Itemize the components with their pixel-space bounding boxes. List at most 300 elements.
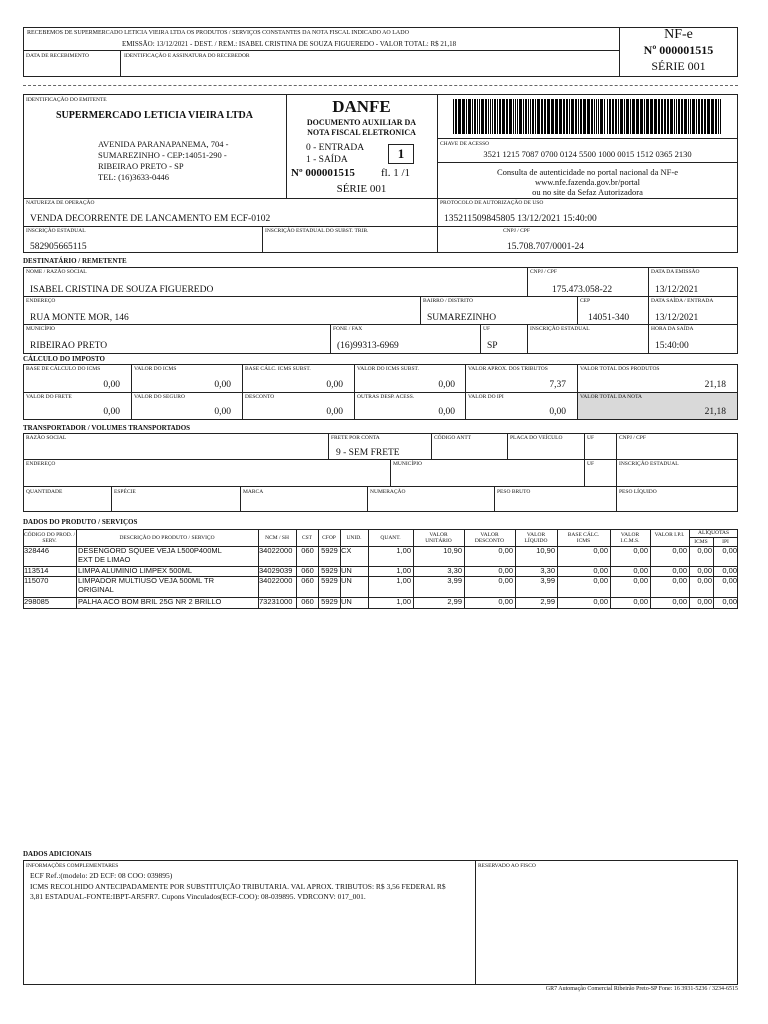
barcode-bar <box>555 99 558 134</box>
dest-saida-label: DATA SAÍDA / ENTRADA <box>651 298 714 304</box>
barcode-bar <box>566 99 568 134</box>
danfe-title: DANFE <box>332 97 391 116</box>
dest-municipio: RIBEIRAO PRETO <box>30 341 108 351</box>
cell-unit: 2,99 <box>447 598 462 606</box>
info-line3: 3,81 ESTADUAL-FONTE:IBPT-AR5FR7. Cupons Vinculados(ECF-COO): 08-039895. VDRCONV: 017_001. <box>30 892 366 901</box>
ie-st-label: INSCRIÇÃO ESTADUAL DO SUBST. TRIB. <box>265 228 369 234</box>
barcode-bar <box>664 99 666 134</box>
divider <box>120 50 121 77</box>
divider <box>262 226 263 253</box>
barcode-bar <box>696 99 697 134</box>
barcode-bar <box>515 99 516 134</box>
col-v-icms: VALOR I.C.M.S. <box>620 532 640 544</box>
barcode-bar <box>676 99 677 134</box>
total-nota: 21,18 <box>704 407 726 417</box>
barcode-bar <box>670 99 673 134</box>
barcode-bar <box>530 99 531 134</box>
cell-desconto: 0,00 <box>498 547 513 555</box>
cell-icms: 0,00 <box>633 547 648 555</box>
divider <box>367 486 368 512</box>
footer: GR7 Automação Comercial Ribeirão Preto-SP Fone: 16 3931-5236 / 3234-6515 <box>545 986 738 992</box>
divider <box>23 50 619 51</box>
info-label: INFORMAÇÕES COMPLEMENTARES <box>26 863 119 869</box>
divider <box>23 226 738 227</box>
divider <box>494 486 495 512</box>
barcode-bar <box>624 99 625 134</box>
barcode-bar <box>517 99 518 134</box>
barcode-bar <box>580 99 582 134</box>
cell-descricao: LIMPADOR MULTIUSO VEJA 500ML TR <box>78 576 215 585</box>
cell-unit: 3,99 <box>447 577 462 585</box>
barcode-bar <box>620 99 623 134</box>
col-unitario: VALOR UNITÁRIO <box>425 532 452 544</box>
transp-cnpj-label: CNPJ / CPF <box>619 435 646 441</box>
emitente-address2: SUMAREZINHO - CEP:14051-290 - <box>98 150 227 160</box>
dest-endereco-label: ENDEREÇO <box>26 298 56 304</box>
barcode-bar <box>466 99 467 134</box>
divider <box>23 459 738 460</box>
col-quant: QUANT. <box>380 535 401 541</box>
frete-label: VALOR DO FRETE <box>26 394 72 400</box>
canhoto-nfe: NF-e <box>664 27 693 42</box>
danfe-sub2: NOTA FISCAL ELETRONICA <box>307 128 416 137</box>
divider <box>23 198 738 199</box>
imposto-title: CÁLCULO DO IMPOSTO <box>23 355 105 363</box>
divider <box>577 296 578 324</box>
barcode-bar <box>523 99 524 134</box>
barcode-bar <box>690 99 691 134</box>
outras: 0,00 <box>438 407 455 417</box>
barcode-bar <box>492 99 493 134</box>
barcode-bar <box>575 99 577 134</box>
cell-liquido: 3,30 <box>540 567 555 575</box>
cell-quant: 1,00 <box>396 567 411 575</box>
barcode-bar <box>488 99 489 134</box>
natureza-value: VENDA DECORRENTE DE LANCAMENTO EM ECF-0102 <box>30 214 271 224</box>
barcode-bar <box>604 99 605 134</box>
cell-desconto: 0,00 <box>498 567 513 575</box>
dest-cpf: 175.473.058-22 <box>552 285 613 295</box>
transp-frete-label: FRETE POR CONTA <box>331 435 380 441</box>
barcode-bar <box>654 99 657 134</box>
divider <box>431 433 432 459</box>
total-produtos: 21,18 <box>704 380 726 390</box>
barcode-bar <box>598 99 599 134</box>
cell-aipi: 0,00 <box>722 567 737 575</box>
dest-cep: 14051-340 <box>588 313 630 323</box>
barcode-bar <box>596 99 597 134</box>
barcode-bar <box>455 99 457 134</box>
desconto: 0,00 <box>326 407 343 417</box>
cell-cfop: 5929 <box>321 547 338 555</box>
danfe-folha: fl. 1 /1 <box>381 167 411 179</box>
barcode-bar <box>681 99 683 134</box>
v-st-label: VALOR DO ICMS SUBST. <box>357 366 419 372</box>
protocolo-label: PROTOCOLO DE AUTORIZAÇÃO DE USO <box>440 200 544 206</box>
dest-municipio-label: MUNICÍPIO <box>26 326 56 332</box>
transp-qtd-label: QUANTIDADE <box>26 489 63 495</box>
divider <box>507 433 508 459</box>
cell-aipi: 0,00 <box>722 598 737 606</box>
cell-liquido: 3,99 <box>540 577 555 585</box>
divider <box>23 296 738 297</box>
transp-endereco-label: ENDEREÇO <box>26 461 56 467</box>
cell-aipi: 0,00 <box>722 547 737 555</box>
cell-codigo: 115070 <box>24 577 49 585</box>
divider <box>437 162 738 163</box>
barcode-bar <box>661 99 663 134</box>
frete: 0,00 <box>103 407 120 417</box>
signature-label: IDENTIFICAÇÃO E ASSINATURA DO RECEBEDOR <box>124 53 250 59</box>
col-liquido: VALOR LÍQUIDO <box>524 532 548 544</box>
dest-ie-label: INSCRIÇÃO ESTADUAL <box>530 326 590 332</box>
transportador-frame <box>23 433 738 512</box>
dest-name: ISABEL CRISTINA DE SOUZA FIGUEREDO <box>30 285 214 295</box>
barcode-bar <box>535 99 536 134</box>
cell-descricao: DESENGORD SQUEE VEJA L500P400ML <box>78 546 222 555</box>
col-ncm: NCM / SH <box>265 535 289 541</box>
barcode-bar <box>547 99 550 134</box>
dest-cpf-label: CNPJ / CPF <box>530 269 557 275</box>
barcode-bar <box>684 99 687 134</box>
info-line1: ECF Ref.:(modelo: 2D ECF: 08 COO: 039895) <box>30 871 173 880</box>
barcode-bar <box>494 99 496 134</box>
canhoto-serie: SÉRIE 001 <box>651 59 706 73</box>
barcode-bar <box>481 99 484 134</box>
barcode-bar <box>650 99 653 134</box>
cell-liquido: 2,99 <box>540 598 555 606</box>
divider <box>648 267 649 354</box>
divider <box>23 324 738 325</box>
desconto-label: DESCONTO <box>245 394 275 400</box>
cell-ipi: 0,00 <box>672 598 687 606</box>
ie-label: INSCRIÇÃO ESTADUAL <box>26 228 86 234</box>
ipi-label: VALOR DO IPI <box>468 394 504 400</box>
barcode-bar <box>630 99 631 134</box>
emitente-address1: AVENIDA PARANAPANEMA, 704 - <box>98 139 229 149</box>
danfe-entrada: 0 - ENTRADA <box>306 143 365 153</box>
canhoto-text: RECEBEMOS DE SUPERMERCADO LETICIA VIEIRA LTDA OS PRODUTOS / SERVIÇOS CONSTANTES DA NOTA FISCAL INDICADO AO LADO <box>27 30 409 36</box>
divider <box>420 296 421 324</box>
barcode-bar <box>632 99 635 134</box>
cell-icms: 0,00 <box>633 598 648 606</box>
cell-quant: 1,00 <box>396 547 411 555</box>
divider <box>240 486 241 512</box>
divider <box>437 138 738 139</box>
barcode-bar <box>506 99 508 134</box>
barcode-bar <box>644 99 645 134</box>
emitente-name: SUPERMERCADO LETICIA VIEIRA LTDA <box>56 110 253 121</box>
col-unid: UNID. <box>346 535 362 541</box>
cell-unid: UN <box>341 577 352 585</box>
ipi: 0,00 <box>549 407 566 417</box>
consulta-line1: Consulta de autenticidade no portal nacional da NF-e <box>496 167 679 177</box>
consulta-line3: ou no site da Sefaz Autorizadora <box>532 187 643 197</box>
canhoto-summary: EMISSÃO: 13/12/2021 - DEST. / REM.: ISABEL CRISTINA DE SOUZA FIGUEREDO - VALOR TOTAL: R$ 21,18 <box>122 40 457 48</box>
dest-cep-label: CEP <box>580 298 591 304</box>
dest-hora: 15:40:00 <box>655 341 689 351</box>
divider <box>23 486 738 487</box>
transp-municipio-label: MUNICÍPIO <box>393 461 423 467</box>
divider <box>328 433 329 459</box>
divider <box>111 486 112 512</box>
dest-fone-label: FONE / FAX <box>333 326 363 332</box>
consulta-line2: www.nfe.fazenda.gov.br/portal <box>534 177 641 187</box>
cell-cst: 060 <box>301 567 314 575</box>
chave-label: CHAVE DE ACESSO <box>440 141 490 147</box>
barcode-bar <box>692 99 695 134</box>
divider <box>527 267 528 296</box>
cell-codigo: 298085 <box>24 598 50 606</box>
dest-bairro-label: BAIRRO / DISTRITO <box>423 298 474 304</box>
total-produtos-label: VALOR TOTAL DOS PRODUTOS <box>580 366 660 372</box>
danfe-saida: 1 - SAÍDA <box>306 155 348 165</box>
barcode-bar <box>551 99 554 134</box>
adicionais-title: DADOS ADICIONAIS <box>23 850 92 858</box>
cell-ncm: 34022000 <box>259 577 293 585</box>
barcode-bar <box>559 99 562 134</box>
cell-descricao-cont: EXT DE LIMAO <box>78 555 131 564</box>
outras-label: OUTRAS DESP. ACESS. <box>357 394 415 400</box>
barcode-bar <box>688 99 689 134</box>
barcode-bar <box>658 99 660 134</box>
barcode-bar <box>528 99 529 134</box>
barcode-bar <box>569 99 570 134</box>
barcode-bar <box>704 99 706 134</box>
cell-codigo: 328446 <box>24 547 50 555</box>
dest-hora-label: HORA DA SAÍDA <box>651 326 694 332</box>
col-cst: CST <box>301 535 313 541</box>
barcode-bar <box>509 99 512 134</box>
dest-uf: SP <box>487 341 498 351</box>
cell-ncm: 73231000 <box>259 598 293 606</box>
barcode-bar <box>720 99 721 134</box>
cell-descricao-cont: ORIGINAL <box>78 585 114 594</box>
barcode-bar <box>578 99 579 134</box>
access-key-barcode <box>453 99 723 134</box>
barcode-bar <box>544 99 546 134</box>
barcode-bar <box>519 99 522 134</box>
barcode-bar <box>701 99 703 134</box>
cell-bc: 0,00 <box>593 577 608 585</box>
col-descricao: DESCRIÇÃO DO PRODUTO / SERVIÇO <box>119 535 215 541</box>
emitente-label: IDENTIFICAÇÃO DO EMITENTE <box>26 97 107 103</box>
cell-aicms: 0,00 <box>697 598 712 606</box>
cell-aicms: 0,00 <box>697 577 712 585</box>
col-codigo: CÓDIGO DO PROD. / SERV. <box>23 532 76 544</box>
divider <box>527 324 528 354</box>
barcode-bar <box>618 99 619 134</box>
cnpj-label: CNPJ / CPF <box>503 228 530 234</box>
divider <box>480 324 481 354</box>
produtos-title: DADOS DO PRODUTO / SERVIÇOS <box>23 518 138 526</box>
barcode-bar <box>587 99 590 134</box>
cell-codigo: 113514 <box>24 567 49 575</box>
cut-line <box>23 85 738 86</box>
cell-icms: 0,00 <box>633 567 648 575</box>
barcode-bar <box>674 99 675 134</box>
cell-unid: UN <box>341 567 352 575</box>
transportador-title: TRANSPORTADOR / VOLUMES TRANSPORTADOS <box>23 424 191 432</box>
barcode-bar <box>583 99 586 134</box>
barcode-bar <box>468 99 471 134</box>
dest-bairro: SUMAREZINHO <box>427 313 497 323</box>
tributos-label: VALOR APROX. DOS TRIBUTOS <box>468 366 548 372</box>
barcode-bar <box>537 99 540 134</box>
barcode-bar <box>477 99 478 134</box>
col-desconto: VALOR DESCONTO <box>474 532 505 544</box>
cell-unid: UN <box>341 598 352 606</box>
cell-liquido: 10,90 <box>536 547 555 555</box>
col-aliq-ipi: IPI <box>722 539 729 545</box>
seguro-label: VALOR DO SEGURO <box>134 394 185 400</box>
chave-value: 3521 1215 7087 0700 0124 5500 1000 0015 1512 0365 2130 <box>483 149 692 159</box>
dest-emissao: 13/12/2021 <box>655 285 699 295</box>
canhoto-number: Nº 000001515 <box>643 43 714 57</box>
barcode-bar <box>502 99 505 134</box>
cnpj-value: 15.708.707/0001-24 <box>507 242 585 252</box>
date-received-label: DATA DE RECEBIMENTO <box>26 53 90 59</box>
bc-icms-label: BASE DE CÁLCULO DO ICMS <box>26 366 101 372</box>
transp-numeracao-label: NUMERAÇÃO <box>370 489 406 495</box>
dest-saida: 13/12/2021 <box>655 313 699 323</box>
barcode-bar <box>532 99 534 134</box>
barcode-bar <box>513 99 514 134</box>
transp-especie-label: ESPÉCIE <box>114 489 136 495</box>
transp-bruto-label: PESO BRUTO <box>497 489 531 495</box>
cell-aicms: 0,00 <box>697 547 712 555</box>
transp-placa-label: PLACA DO VEÍCULO <box>510 435 563 441</box>
barcode-bar <box>462 99 465 134</box>
dest-emissao-label: DATA DA EMISSÃO <box>651 269 700 275</box>
transp-razao-label: RAZÃO SOCIAL <box>26 435 67 441</box>
barcode-bar <box>698 99 700 134</box>
divider <box>616 433 617 512</box>
transp-ie-label: INSCRIÇÃO ESTADUAL <box>619 461 679 467</box>
emitente-phone: TEL: (16)3633-0446 <box>98 172 170 182</box>
barcode-bar <box>715 99 717 134</box>
destinatario-title: DESTINATÁRIO / REMETENTE <box>23 257 127 265</box>
barcode-bar <box>636 99 639 134</box>
cell-cst: 060 <box>301 577 314 585</box>
barcode-bar <box>472 99 473 134</box>
divider <box>76 529 77 609</box>
transp-liquido-label: PESO LÍQUIDO <box>619 489 657 495</box>
cell-cst: 060 <box>301 547 314 555</box>
cell-icms: 0,00 <box>633 577 648 585</box>
cell-quant: 1,00 <box>396 577 411 585</box>
barcode-bar <box>600 99 603 134</box>
total-nota-label: VALOR TOTAL DA NOTA <box>580 394 643 400</box>
cell-descricao: LIMPA ALUMINIO LIMPEX 500ML <box>78 566 193 575</box>
barcode-bar <box>499 99 501 134</box>
transp-marca-label: MARCA <box>243 489 264 495</box>
bc-st-label: BASE CÁLC. ICMS SUBST. <box>245 366 311 372</box>
v-st: 0,00 <box>438 380 455 390</box>
fisco-label: RESERVADO AO FISCO <box>478 863 536 869</box>
barcode-bar <box>497 99 498 134</box>
cell-ncm: 34029039 <box>259 567 293 575</box>
barcode-bar <box>453 99 454 134</box>
cell-unit: 3,30 <box>447 567 462 575</box>
transp-antt-label: CÓDIGO ANTT <box>434 435 472 441</box>
danfe-sub1: DOCUMENTO AUXILIAR DA <box>306 118 417 127</box>
seguro: 0,00 <box>214 407 231 417</box>
cell-ipi: 0,00 <box>672 567 687 575</box>
barcode-bar <box>490 99 491 134</box>
dest-name-label: NOME / RAZÃO SOCIAL <box>26 269 87 275</box>
barcode-bar <box>640 99 643 134</box>
barcode-bar <box>646 99 649 134</box>
tributos: 7,37 <box>549 380 566 390</box>
cell-cst: 060 <box>301 598 314 606</box>
cell-ipi: 0,00 <box>672 577 687 585</box>
cell-aicms: 0,00 <box>697 567 712 575</box>
barcode-bar <box>571 99 574 134</box>
barcode-bar <box>591 99 593 134</box>
barcode-bar <box>563 99 565 134</box>
divider <box>475 860 476 985</box>
barcode-bar <box>612 99 614 134</box>
divider <box>390 459 391 486</box>
cell-ipi: 0,00 <box>672 547 687 555</box>
cell-descricao: PALHA ACO BOM BRIL 25G NR 2 BRILLO <box>78 597 222 606</box>
v-icms-label: VALOR DO ICMS <box>134 366 177 372</box>
dest-endereco: RUA MONTE MOR, 146 <box>30 313 129 323</box>
cell-ncm: 34022000 <box>259 547 293 555</box>
cell-cfop: 5929 <box>321 577 338 585</box>
dest-uf-label: UF <box>483 326 491 332</box>
transp-uf2-label: UF <box>587 461 595 467</box>
cell-desconto: 0,00 <box>498 598 513 606</box>
barcode-bar <box>485 99 487 134</box>
cell-quant: 1,00 <box>396 598 411 606</box>
barcode-bar <box>626 99 629 134</box>
cell-desconto: 0,00 <box>498 577 513 585</box>
cell-unit: 10,90 <box>443 547 462 555</box>
barcode-bar <box>541 99 543 134</box>
info-line2: ICMS RECOLHIDO ANTECIPADAMENTE POR SUBSTITUIÇÃO TRIBUTARIA. VAL APROX. TRIBUTOS: R$ 3,56 FEDERAL R$ <box>30 882 446 891</box>
barcode-bar <box>525 99 527 134</box>
cell-bc: 0,00 <box>593 598 608 606</box>
danfe-tipo-box: 1 <box>388 144 414 164</box>
barcode-bar <box>474 99 476 134</box>
barcode-bar <box>607 99 608 134</box>
col-bc-icms: BASE CÁLC. ICMS <box>567 532 600 544</box>
col-cfop: CFOP <box>322 535 336 541</box>
barcode-bar <box>594 99 595 134</box>
barcode-bar <box>615 99 617 134</box>
emitente-address3: RIBEIRAO PRETO - SP <box>98 161 184 171</box>
v-icms: 0,00 <box>214 380 231 390</box>
transp-frete: 9 - SEM FRETE <box>336 448 400 458</box>
ie-value: 582905665115 <box>30 242 87 252</box>
barcode-bar <box>711 99 714 134</box>
cell-unid: CX <box>341 547 352 555</box>
barcode-bar <box>718 99 719 134</box>
col-aliquotas: ALÍQUOTAS <box>697 530 730 536</box>
transp-uf-label: UF <box>587 435 595 441</box>
cell-bc: 0,00 <box>593 547 608 555</box>
barcode-bar <box>707 99 710 134</box>
cell-aipi: 0,00 <box>722 577 737 585</box>
dest-fone: (16)99313-6969 <box>337 341 399 351</box>
barcode-bar <box>458 99 461 134</box>
divider <box>330 324 331 354</box>
barcode-bar <box>678 99 680 134</box>
barcode-bar <box>667 99 669 134</box>
danfe-number: Nº 000001515 <box>291 167 355 179</box>
